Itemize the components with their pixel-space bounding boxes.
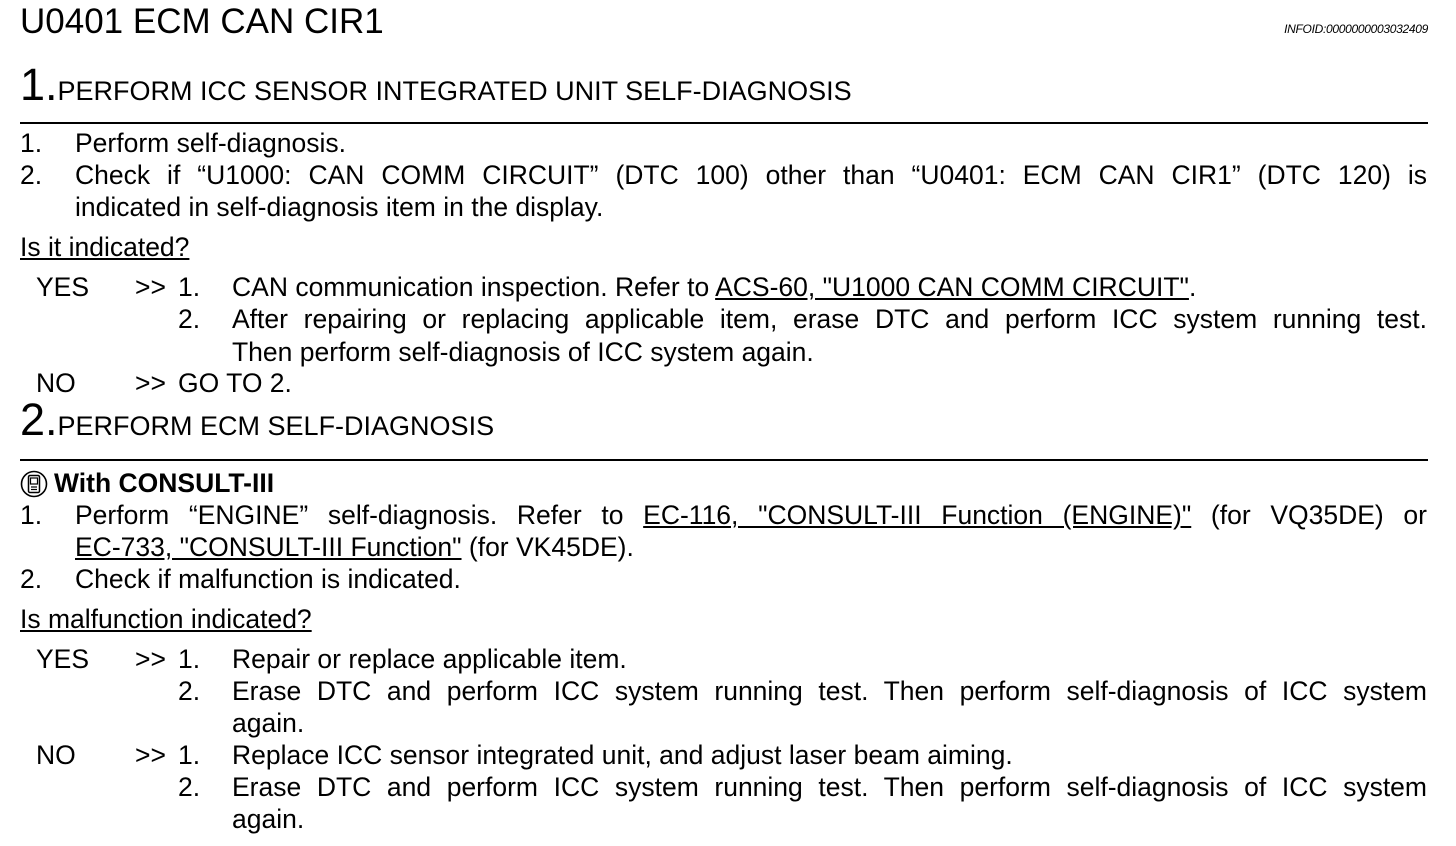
answer-arrow: >> [135, 644, 166, 674]
list-item-text-cont [75, 531, 634, 563]
list-item-text: Check if malfunction is indicated. [75, 564, 461, 594]
answer-yes-item-2-cont: again. [232, 708, 305, 738]
answer-text: CAN communication inspection. Refer to [232, 272, 716, 302]
answer-yes-item-2-cont: Then perform self-diagnosis of ICC system again. [232, 337, 814, 367]
answer-yes-label: YES [36, 644, 90, 674]
list-item-number: 2. [178, 676, 201, 706]
answer-yes-item-2: Erase DTC and perform ICC system running test. Then perform self-diagnosis of ICC system [232, 676, 1427, 706]
page-title: U0401 ECM CAN CIR1 [20, 2, 384, 41]
answer-arrow: >> [135, 272, 166, 302]
reference-link-acs-60[interactable]: ACS-60, "U1000 CAN COMM CIRCUIT" [715, 272, 1189, 302]
answer-arrow: >> [135, 368, 166, 398]
step-2-title: PERFORM ECM SELF-DIAGNOSIS [57, 411, 495, 441]
list-item-text [75, 499, 1427, 531]
answer-yes-item-1: Repair or replace applicable item. [232, 644, 627, 674]
list-item-number: 1. [178, 740, 201, 770]
reference-link-ec-733[interactable]: EC-733, "CONSULT-III Function" [75, 532, 462, 562]
list-item-text-tail: (for VK45DE). [461, 532, 634, 562]
step-1-heading [20, 59, 852, 110]
list-item-number: 2. [178, 304, 201, 334]
list-item-text-tail: (for VQ35DE) or [1191, 500, 1427, 530]
answer-no-item-2-cont: again. [232, 804, 305, 834]
consult-tool-icon [20, 470, 48, 498]
list-item-number: 2. [20, 160, 43, 190]
question-label: Is malfunction indicated? [20, 604, 312, 634]
answer-yes-item-1 [232, 271, 1196, 303]
answer-arrow: >> [135, 740, 166, 770]
question-label: Is it indicated? [20, 232, 190, 262]
consult-section-label [20, 467, 274, 499]
consult-label-text: With CONSULT-III [54, 468, 275, 498]
list-item-number: 1. [178, 644, 201, 674]
answer-no-label: NO [36, 740, 76, 770]
list-item-number: 1. [20, 128, 43, 158]
step-2-heading [20, 394, 495, 445]
list-item-text: Check if “U1000: CAN COMM CIRCUIT” (DTC 100) other than “U0401: ECM CAN CIR1” (DTC 120) is [75, 160, 1427, 190]
answer-no-label: NO [36, 368, 76, 398]
answer-yes-item-2: After repairing or replacing applicable item, erase DTC and perform ICC system running test. [232, 304, 1427, 334]
list-item-number: 2. [20, 564, 43, 594]
step-1-number: 1. [20, 59, 58, 110]
divider [20, 122, 1428, 124]
answer-text-tail: . [1188, 272, 1197, 302]
list-item-text: Perform self-diagnosis. [75, 128, 346, 158]
step-1-title: PERFORM ICC SENSOR INTEGRATED UNIT SELF-DIAGNOSIS [57, 76, 852, 106]
list-item-text-start: Perform “ENGINE” self-diagnosis. Refer to [75, 500, 644, 530]
answer-no-item-1: Replace ICC sensor integrated unit, and adjust laser beam aiming. [232, 740, 1013, 770]
answer-no-item-2: Erase DTC and perform ICC system running test. Then perform self-diagnosis of ICC system [232, 772, 1427, 802]
info-id: INFOID:0000000003032409 [1284, 22, 1428, 36]
answer-yes-label: YES [36, 272, 90, 302]
step-2-number: 2. [20, 394, 58, 445]
divider [20, 459, 1428, 461]
list-item-number: 1. [178, 272, 201, 302]
reference-link-ec-116[interactable]: EC-116, "CONSULT-III Function (ENGINE)" [643, 500, 1192, 530]
list-item-number: 1. [20, 500, 43, 530]
list-item-text: indicated in self-diagnosis item in the display. [75, 192, 604, 222]
answer-no-text: GO TO 2. [178, 368, 292, 398]
list-item-number: 2. [178, 772, 201, 802]
